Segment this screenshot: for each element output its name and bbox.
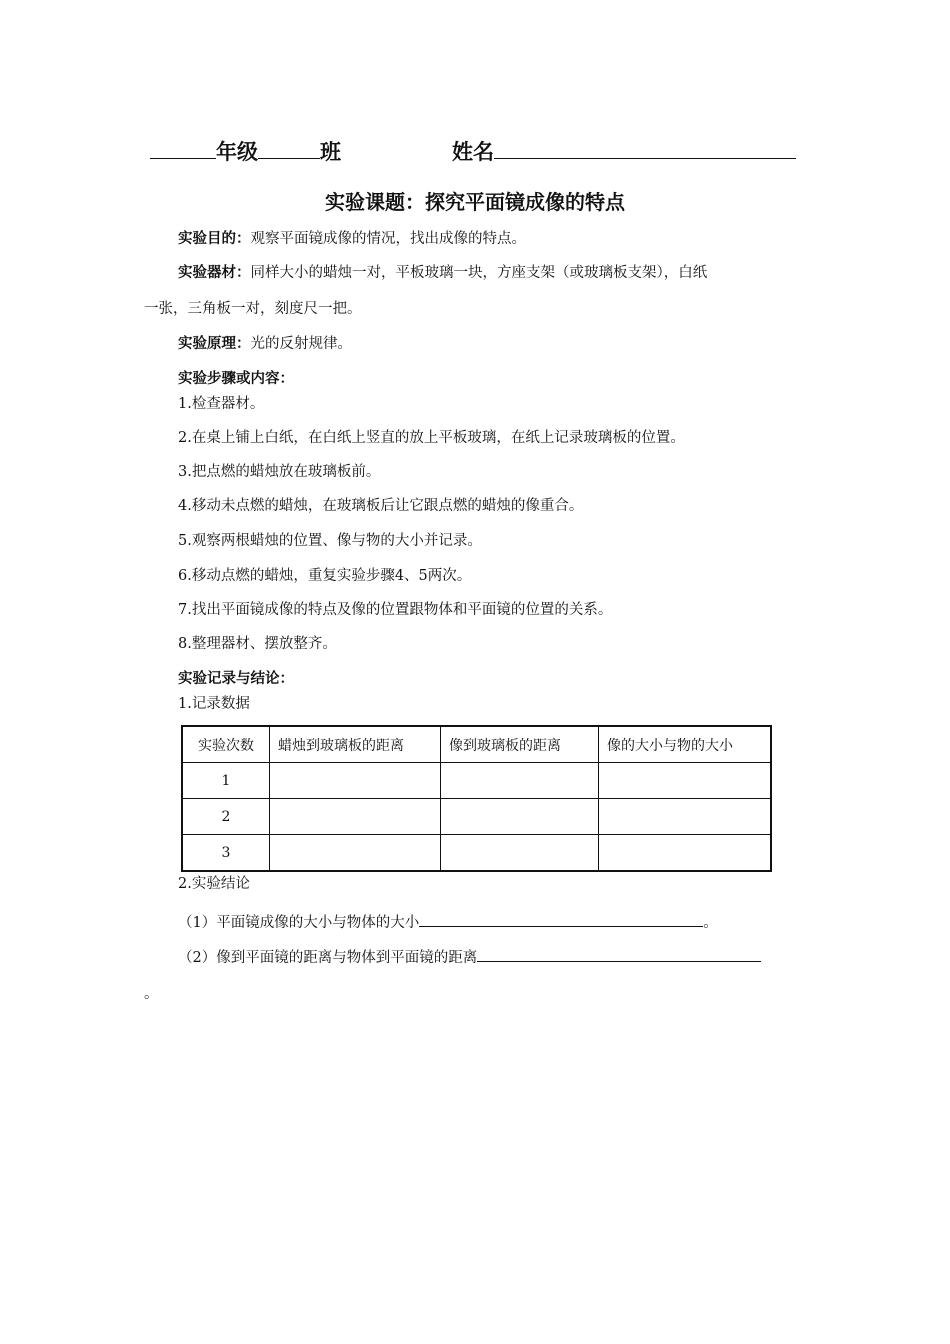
trial-number-cell: 2: [182, 799, 270, 835]
step-item: 6.移动点燃的蜡烛，重复实验步骤4、5两次。: [178, 568, 472, 584]
step-item: 8.整理器材、摆放整齐。: [178, 636, 337, 652]
purpose-label: 实验目的：: [178, 231, 251, 247]
conclusion-1-end: 。: [703, 915, 718, 931]
size-compare-cell[interactable]: [599, 835, 772, 872]
page-title: 实验课题：探究平面镜成像的特点: [325, 190, 625, 214]
table-row: [182, 763, 771, 799]
step-item: 2.在桌上铺上白纸，在白纸上竖直的放上平板玻璃，在纸上记录玻璃板的位置。: [178, 430, 685, 446]
image-distance-cell[interactable]: [441, 799, 599, 835]
table-header-cell: 像到玻璃板的距离: [441, 726, 599, 763]
step-item: 1.检查器材。: [178, 396, 265, 412]
name-blank[interactable]: [494, 138, 796, 159]
size-compare-cell[interactable]: [599, 763, 772, 799]
conclusion-2: [178, 945, 761, 968]
trial-number-cell: 3: [182, 835, 270, 872]
size-compare-cell[interactable]: [599, 799, 772, 835]
table-header-row: [182, 726, 771, 763]
record-data-label: 1.记录数据: [178, 696, 250, 712]
student-info-header: [150, 136, 341, 166]
materials-text-line2: 一张，三角板一对，刻度尺一把。: [144, 301, 362, 317]
principle-text: 光的反射规律。: [250, 336, 352, 352]
class-label: 班: [320, 140, 341, 164]
conclusion-1: [178, 910, 718, 933]
trial-number-cell: 1: [182, 763, 270, 799]
step-item: 3.把点燃的蜡烛放在玻璃板前。: [178, 464, 381, 480]
grade-blank[interactable]: [150, 138, 216, 159]
table-header-cell: 实验次数: [182, 726, 270, 763]
conclusion-label: 2.实验结论: [178, 876, 250, 892]
record-table: [181, 725, 772, 872]
principle-paragraph: [178, 334, 352, 354]
materials-paragraph: [178, 263, 707, 283]
name-field: [452, 136, 796, 166]
materials-label: 实验器材：: [178, 265, 251, 281]
candle-distance-cell[interactable]: [270, 763, 441, 799]
conclusion-2-text: （2）像到平面镜的距离与物体到平面镜的距离: [178, 950, 478, 966]
step-item: 5.观察两根蜡烛的位置、像与物的大小并记录。: [178, 533, 482, 549]
purpose-text: 观察平面镜成像的情况，找出成像的特点。: [250, 231, 526, 247]
class-blank[interactable]: [258, 138, 320, 159]
candle-distance-cell[interactable]: [270, 799, 441, 835]
table-header-cell: 蜡烛到玻璃板的距离: [270, 726, 441, 763]
step-item: 7.找出平面镜成像的特点及像的位置跟物体和平面镜的位置的关系。: [178, 602, 613, 618]
table-header-cell: 像的大小与物的大小: [599, 726, 772, 763]
image-distance-cell[interactable]: [441, 763, 599, 799]
purpose-paragraph: [178, 229, 526, 249]
conclusion-2-blank[interactable]: [477, 945, 761, 962]
table-row: [182, 835, 771, 872]
candle-distance-cell[interactable]: [270, 835, 441, 872]
steps-label: 实验步骤或内容：: [178, 371, 294, 387]
conclusion-1-blank[interactable]: [419, 910, 703, 927]
image-distance-cell[interactable]: [441, 835, 599, 872]
conclusion-1-text: （1）平面镜成像的大小与物体的大小: [178, 915, 420, 931]
name-label: 姓名: [452, 140, 494, 164]
materials-text-line1: 同样大小的蜡烛一对，平板玻璃一块，方座支架（或玻璃板支架），白纸: [250, 265, 708, 281]
record-label: 实验记录与结论：: [178, 671, 294, 687]
step-item: 4.移动未点燃的蜡烛，在玻璃板后让它跟点燃的蜡烛的像重合。: [178, 498, 584, 514]
grade-label: 年级: [216, 140, 258, 164]
principle-label: 实验原理：: [178, 336, 251, 352]
conclusion-2-end: 。: [144, 986, 159, 1002]
table-row: [182, 799, 771, 835]
